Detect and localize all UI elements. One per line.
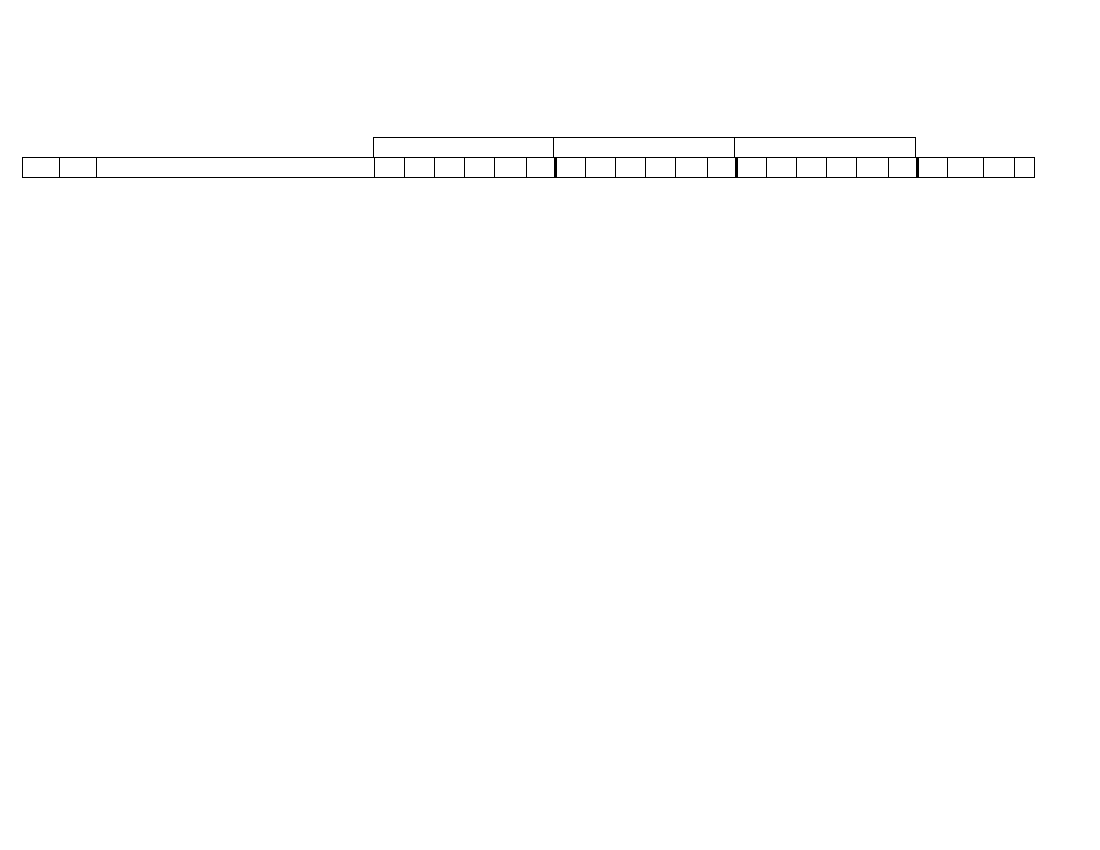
judge-3-header	[734, 137, 916, 157]
column-header	[405, 158, 435, 178]
column-header-row	[23, 158, 1035, 178]
judge-2-header	[553, 137, 735, 157]
column-header	[676, 158, 708, 178]
column-header	[827, 158, 857, 178]
column-header	[586, 158, 616, 178]
column-header	[1015, 158, 1035, 178]
column-header	[797, 158, 827, 178]
column-header	[616, 158, 646, 178]
column-header	[556, 158, 586, 178]
column-header	[435, 158, 465, 178]
column-header	[97, 158, 375, 178]
column-header	[375, 158, 405, 178]
column-header	[737, 158, 767, 178]
column-header	[889, 158, 918, 178]
column-header	[918, 158, 948, 178]
column-header	[23, 158, 60, 178]
results-table	[22, 157, 1035, 178]
column-header	[495, 158, 527, 178]
column-header	[60, 158, 97, 178]
column-header	[948, 158, 984, 178]
column-header	[708, 158, 737, 178]
column-header	[767, 158, 797, 178]
judge-1-header	[373, 137, 554, 157]
column-header	[857, 158, 889, 178]
column-header	[984, 158, 1015, 178]
column-header	[527, 158, 556, 178]
column-header	[465, 158, 495, 178]
column-header	[646, 158, 676, 178]
